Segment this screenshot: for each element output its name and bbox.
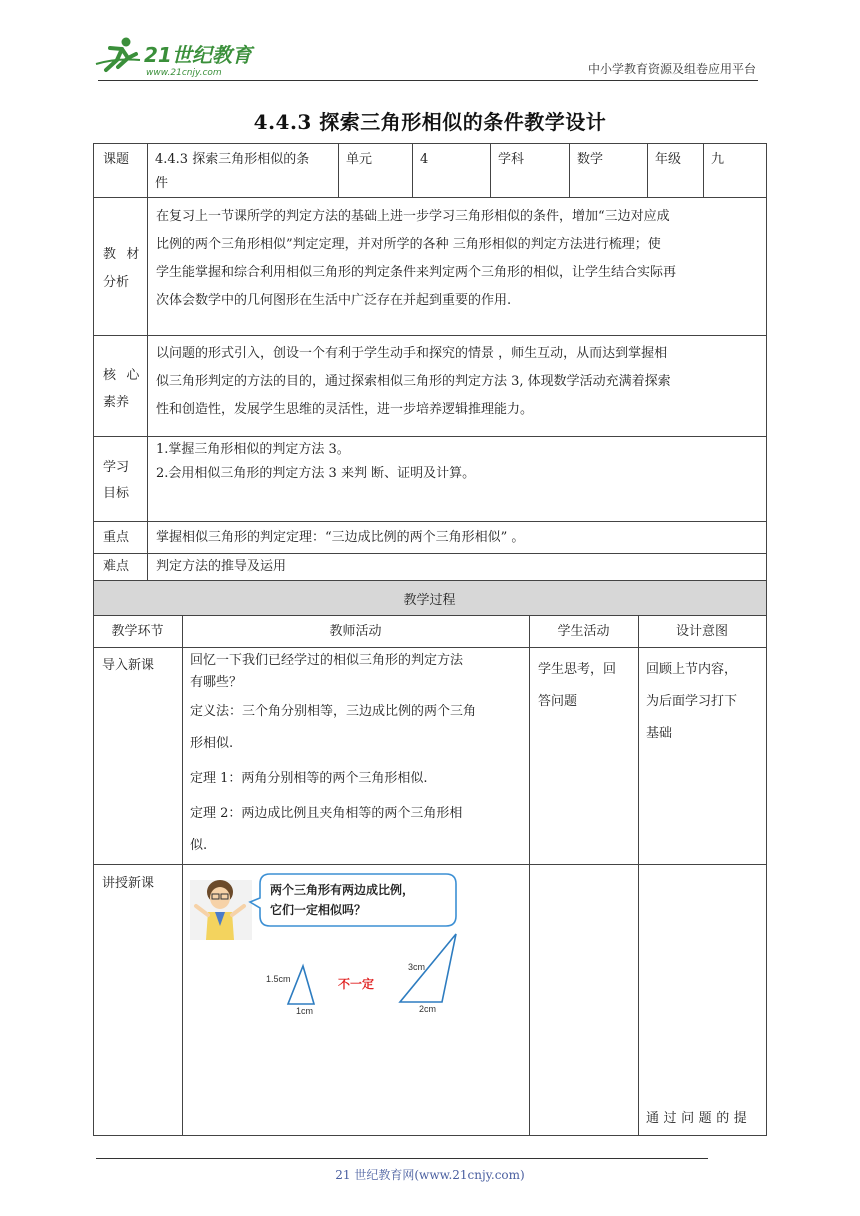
site-logo <box>92 34 262 78</box>
small-side-label: 1.5cm <box>266 974 291 984</box>
runner-logo-icon <box>92 34 262 78</box>
intro-student-text: 学生思考，回 答问题 <box>538 662 617 709</box>
teacher-cartoon-icon <box>190 880 252 940</box>
unit-value: 4 <box>420 152 429 167</box>
core-label-line1: 核心 <box>103 368 150 383</box>
core-label-line2: 素养 <box>103 395 130 410</box>
difficulty-text: 判定方法的推导及运用 <box>156 559 287 574</box>
lecture-illustration <box>188 870 524 1020</box>
stage-lecture: 讲授新课 <box>102 876 155 891</box>
topic-value-line2: 件 <box>155 176 169 191</box>
key-point-text: 掌握相似三角形的判定定理：“三边成比例的两个三角形相似” 。 <box>156 530 525 545</box>
header-student: 学生活动 <box>557 624 610 639</box>
answer-text: 不一定 <box>338 977 375 991</box>
grade-label: 年级 <box>655 152 682 167</box>
intro-teacher-text: 回忆一下我们已经学过的相似三角形的判定方法 有哪些？ 定义法：三个角分别相等，三边成比例的两个三角 形相似. 定理 1：两角分别相等的两个三角形相似. 定理 2：两边成比例且夹角相等的两个三角形相 似. <box>190 653 477 853</box>
goals-text: 1.掌握三角形相似的判定方法 3。 2.会用相似三角形的判定方法 3 来判 断、证明及计算。 <box>156 442 476 481</box>
bubble-line2: 它们一定相似吗？ <box>270 903 367 917</box>
stage-intro: 导入新课 <box>102 658 155 673</box>
page-title: 4.4.3 探索三角形相似的条件教学设计 <box>253 110 607 134</box>
goals-label-line2: 目标 <box>103 486 130 501</box>
topic-value-line1: 4.4.3 探索三角形相似的条 <box>155 152 310 167</box>
bubble-line1: 两个三角形有两边成比例， <box>270 883 415 897</box>
platform-name: 中小学教育资源及组卷应用平台 <box>587 62 756 76</box>
material-label-line2: 分析 <box>103 275 130 290</box>
subject-label: 学科 <box>498 152 525 167</box>
lecture-intent-text: 通过问题的提 <box>646 1111 752 1126</box>
big-side-label: 3cm <box>408 962 426 972</box>
process-band-title: 教学过程 <box>403 593 456 608</box>
core-text: 以问题的形式引入，创设一个有利于学生动手和探究的情景 ，师生互动，从而达到掌握相 似三角形判定的方法的目的，通过探索相似三角形的判定方法 3, 体现数学活动充满着探索 性和创造性，发展学生思维的灵活性，进一步培养逻辑推理能力。 <box>156 346 671 417</box>
header-intent: 设计意图 <box>675 624 728 639</box>
material-text: 在复习上一节课所学的判定方法的基础上进一步学习三角形相似的条件，增加“三边对应成 比例的两个三角形相似”判定定理，并对所学的各种 三角形相似的判定方法进行梳理；使 学生能掌握和综合利用相似三角形的判定条件来判定两个三角形的相似，让学生结合实际再 次体会数学中的几何图形在生活中广泛存在并起到重要的作用. <box>156 209 677 308</box>
logo-url-text: www.21cnjy.com <box>146 68 222 78</box>
big-base-label: 2cm <box>419 1004 437 1014</box>
header-stage: 教学环节 <box>111 624 164 639</box>
header-divider <box>98 80 758 81</box>
material-label-line1: 教材 <box>103 247 150 262</box>
topic-label: 课题 <box>103 152 130 167</box>
unit-label: 单元 <box>346 152 373 167</box>
grade-value: 九 <box>711 152 725 167</box>
footer-divider <box>96 1158 708 1159</box>
logo-brand-text: 21世纪教育 <box>144 43 252 67</box>
speech-bubble <box>250 874 456 926</box>
subject-value: 数学 <box>577 152 604 167</box>
small-triangle <box>288 966 314 1004</box>
small-base-label: 1cm <box>296 1006 314 1016</box>
goals-label-line1: 学习 <box>103 460 130 475</box>
intro-intent-text: 回顾上节内容， 为后面学习打下 基础 <box>646 662 738 741</box>
difficulty-label: 难点 <box>103 559 130 574</box>
footer-text: 21 世纪教育网(www.21cnjy.com) <box>335 1168 525 1182</box>
key-point-label: 重点 <box>103 530 130 545</box>
header-teacher: 教师活动 <box>329 624 382 639</box>
